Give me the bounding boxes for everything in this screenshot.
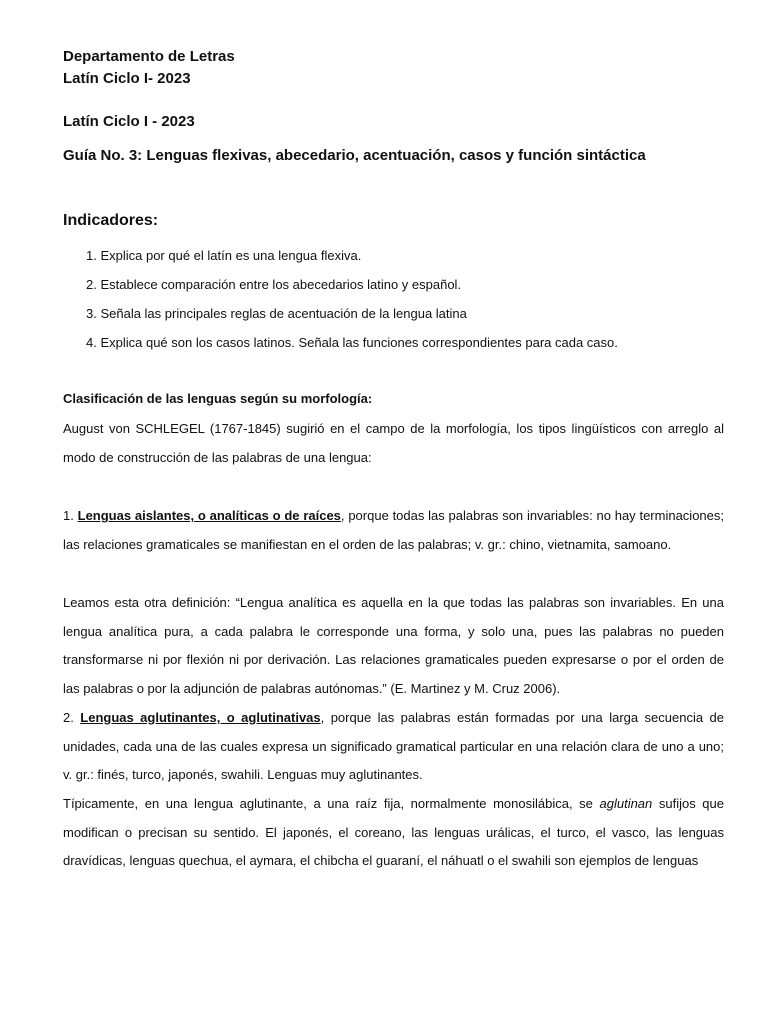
list-item: 1. Explica por qué el latín es una lengua flexiva. — [86, 248, 362, 263]
item2-paragraph — [63, 704, 724, 790]
guide-title: Guía No. 3: Lenguas flexivas, abecedario, acentuación, casos y función sintáctica — [63, 147, 646, 164]
list-item: 2. Establece comparación entre los abecedarios latino y español. — [86, 277, 462, 292]
department-name: Departamento de Letras — [63, 48, 235, 65]
indicators-list — [86, 246, 618, 362]
typical-paragraph — [63, 790, 724, 876]
list-item: 3. Señala las principales reglas de acentuación de la lengua latina — [86, 306, 467, 321]
indicators-heading: Indicadores: — [63, 212, 159, 229]
course-title: Latín Ciclo I - 2023 — [63, 113, 195, 130]
item1-text: , porque todas las palabras son invariables: no hay terminaciones; las relaciones gramaticales se manifiestan en el orden de las palabras; v. gr.: chino, vietnamita, samoano. — [63, 508, 724, 552]
list-item: 4. Explica qué son los casos latinos. Señala las funciones correspondientes para cada caso. — [86, 335, 618, 350]
item1-paragraph — [63, 502, 724, 559]
definition-paragraph: Leamos esta otra definición: “Lengua analítica es aquella en la que todas las palabras son invariables. En una lengua analítica pura, a cada palabra le corresponde una forma, y solo una, pues las palabras no pueden transformarse ni por flexión ni por derivación. Las relaciones gramaticales pueden expresarse o por el orden de las palabras o por la adjunción de palabras autónomas.” (E. Martinez y M. Cruz 2006). — [63, 595, 724, 696]
item2-term: Lenguas aglutinantes, o aglutinativas — [80, 710, 321, 725]
item2-number: 2. — [63, 710, 81, 725]
classification-heading: Clasificación de las lenguas según su morfología: — [63, 391, 373, 406]
classification-intro: August von SCHLEGEL (1767-1845) sugirió en el campo de la morfología, los tipos lingüísticos con arreglo al modo de construcción de las palabras de una lengua: — [63, 421, 724, 465]
item2-text: , porque las palabras están formadas por una larga secuencia de unidades, cada una de las cuales expresa un significado gramatical particular en una relación clara de uno a uno; v. gr.: finés, turco, japonés, swahili. Lenguas muy aglutinantes. — [63, 710, 724, 782]
item1-term: Lenguas aislantes, o analíticas o de raíces — [77, 508, 341, 523]
typical-text-start: Típicamente, en una lengua aglutinante, a una raíz fija, normalmente monosilábica, se — [63, 796, 600, 811]
item1-number: 1. — [63, 508, 78, 523]
typical-italic-word: aglutinan — [599, 796, 653, 811]
course-name: Latín Ciclo I- 2023 — [63, 70, 191, 87]
typical-text-end: sufijos que modifican o precisan su sentido. El japonés, el coreano, las lenguas urálicas, el turco, el vasco, las lenguas dravídicas, lenguas quechua, el aymara, el chibcha el guaraní, el náhuatl o el swahili son ejemplos de lenguas — [63, 796, 724, 868]
document-header — [63, 46, 235, 90]
